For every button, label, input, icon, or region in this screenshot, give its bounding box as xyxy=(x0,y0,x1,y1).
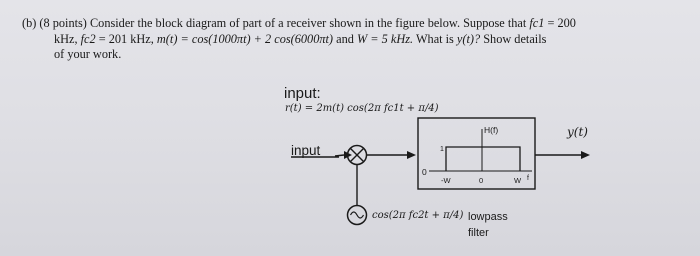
rt-expression: r(t) = 2m(t) cos(2π fc1t + π/4) xyxy=(285,103,439,114)
fc1-value: = 200 xyxy=(547,16,576,30)
line2-e: Show details xyxy=(483,31,547,46)
level-one-label: 1 xyxy=(440,146,444,153)
output-label: y(t) xyxy=(567,125,588,139)
mixer-to-filter-arrow-head xyxy=(407,151,416,159)
input-label: input xyxy=(291,143,321,158)
filter-label: H(f) xyxy=(484,125,499,135)
tick-zero: 0 xyxy=(479,176,484,185)
filter-response xyxy=(446,147,520,171)
problem-line-3: of your work. xyxy=(54,47,122,61)
problem-points: (8 points) xyxy=(39,16,87,30)
problem-label: (b) xyxy=(22,16,37,30)
fc1-label: fc1 xyxy=(529,16,545,30)
fc2-label: fc2 xyxy=(80,31,96,46)
w-expression: W = 5 kHz. xyxy=(356,31,414,46)
oscillator-expression: cos(2π fc2t + π/4) xyxy=(372,210,464,221)
oscillator-symbol xyxy=(348,206,367,225)
tick-w: W xyxy=(514,176,522,185)
line2-c: and xyxy=(336,31,354,46)
line2-a: kHz, xyxy=(54,31,78,46)
output-arrow-head xyxy=(581,151,590,159)
filter-word-label: filter xyxy=(468,227,489,239)
yt-expression: y(t)? xyxy=(456,31,481,46)
tick-neg-w: -W xyxy=(441,176,451,185)
mt-expression: m(t) = cos(1000πt) + 2 cos(6000πt) xyxy=(156,31,334,46)
input-title: input: xyxy=(284,85,321,102)
input-arrow-line xyxy=(335,155,344,156)
line2-b: = 201 kHz, xyxy=(98,31,154,46)
tick-f: f xyxy=(527,175,529,182)
problem-line1-text: Consider the block diagram of part of a receiver shown in the figure below. Suppose that xyxy=(89,16,527,30)
line2-d: What is xyxy=(415,31,454,46)
lowpass-label: lowpass xyxy=(468,211,508,223)
level-zero-label: 0 xyxy=(422,167,427,177)
